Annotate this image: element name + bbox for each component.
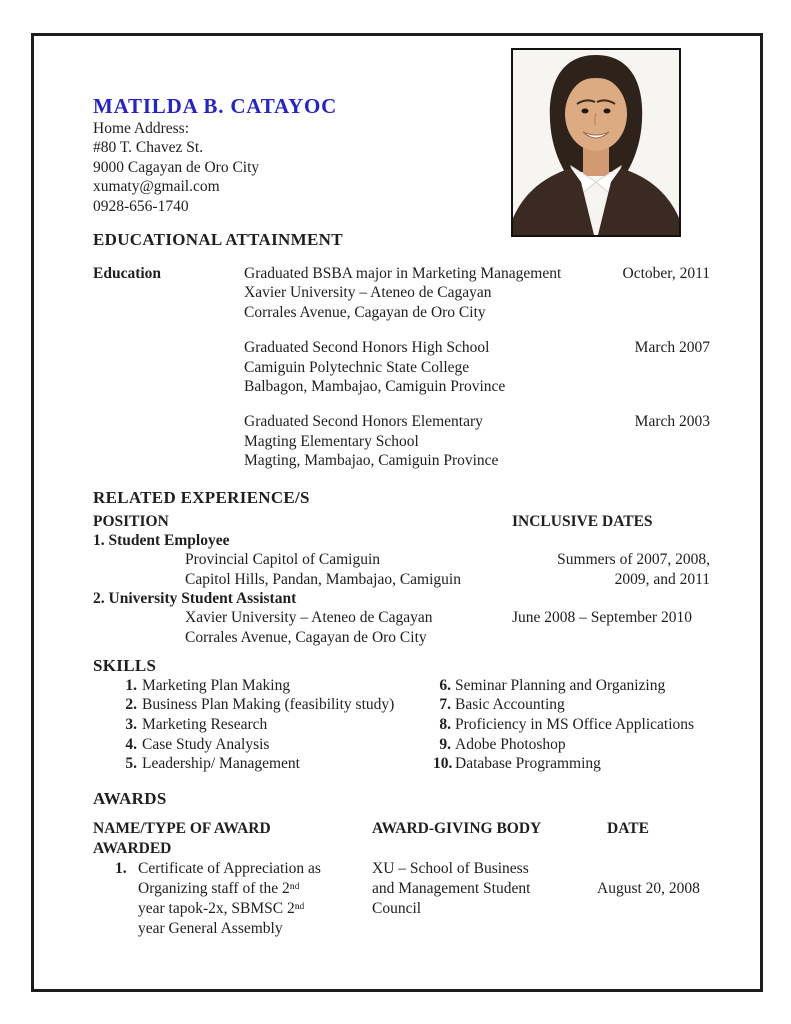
resume-page [31,33,763,992]
experience-row [93,628,710,647]
skill-item [433,676,710,696]
award-date: August 20, 2008 [597,879,700,897]
education-degree: Graduated Second Honors Elementary [244,413,483,431]
contact-line-home-address: Home Address: [93,120,190,137]
contact-line-city: 9000 Cagayan de Oro City [93,158,260,176]
skill-label: Adobe Photoshop [455,735,566,753]
experience-employer: Xavier University – Ateneo de Cagayan [185,609,433,627]
experience-title: 1. Student Employee [93,532,230,550]
education-section [93,264,710,471]
skill-number: 10. [433,755,453,773]
education-location: Balbagon, Mambajao, Camiguin Province [244,378,506,396]
experience-row [93,550,710,569]
skill-label: Seminar Planning and Organizing [455,676,666,694]
experience-location: Capitol Hills, Pandan, Mambajao, Camiguin [185,570,461,588]
contact-line-street: #80 T. Chavez St. [93,139,204,157]
skill-number: 3. [125,716,137,734]
inclusive-dates-column-header: INCLUSIVE DATES [512,512,653,530]
award-name: Certificate of Appreciation as Organizing staff of the 2ⁿᵈ year tapok-2x, SBMSC 2ⁿᵈ year General Assembly [138,859,321,937]
awards-column-headers [93,819,710,859]
resume-content [93,36,710,939]
skill-label: Basic Accounting [455,696,565,714]
skill-number: 8. [439,716,451,734]
experience-employer: Provincial Capitol of Camiguin [185,551,381,569]
education-location: Corrales Avenue, Cagayan de Oro City [244,303,486,321]
skill-label: Marketing Plan Making [142,676,291,694]
skill-label: Case Study Analysis [142,735,270,753]
skills-left-column [93,676,433,774]
education-row-label: Education [93,265,162,283]
skill-item [433,735,710,755]
education-date: March 2003 [634,413,710,431]
position-column-header: POSITION [93,512,169,530]
award-date-column-header: DATE [607,819,649,837]
education-entry [93,338,710,396]
experience-date: June 2008 – September 2010 [512,609,692,627]
section-heading-education: EDUCATIONAL ATTAINMENT [93,230,343,250]
contact-block [93,119,710,216]
skill-number: 5. [125,755,137,773]
skill-number: 2. [125,696,137,714]
skill-label: Database Programming [455,755,601,773]
experience-section [93,531,710,647]
education-school: Magting Elementary School [244,432,419,450]
section-heading-awards: AWARDS [93,788,167,808]
experience-row [93,570,710,589]
education-degree: Graduated Second Honors High School [244,339,490,357]
skill-item [117,715,433,735]
award-name-column-header: NAME/TYPE OF AWARD AWARDED [93,819,271,857]
skills-section [93,676,710,774]
education-location: Magting, Mambajao, Camiguin Province [244,452,499,470]
skill-item [117,676,433,696]
award-entry [93,859,710,939]
education-entry [93,264,710,322]
section-heading-experience: RELATED EXPERIENCE/S [93,487,310,507]
skill-item [117,754,433,774]
experience-date: 2009, and 2011 [614,570,710,588]
experience-column-headers [93,512,710,531]
award-giving-body: XU – School of Business and Management Student Council [372,859,531,917]
skill-item [433,695,710,715]
education-date: October, 2011 [622,265,710,283]
skill-label: Marketing Research [142,716,268,734]
skills-right-column [433,676,710,774]
skill-label: Leadership/ Management [142,755,300,773]
skill-item [117,735,433,755]
experience-row [93,608,710,627]
contact-line-phone: 0928-656-1740 [93,197,189,215]
contact-line-email: xumaty@gmail.com [93,178,220,196]
section-heading-skills: SKILLS [93,655,157,675]
person-name: MATILDA B. CATAYOC [93,94,338,118]
skill-item [433,754,710,774]
education-degree: Graduated BSBA major in Marketing Management [244,265,562,283]
education-school: Camiguin Polytechnic State College [244,358,470,376]
education-entry [93,412,710,470]
skill-item [117,695,433,715]
experience-title: 2. University Student Assistant [93,589,297,607]
experience-date: Summers of 2007, 2008, [557,551,710,569]
skill-number: 7. [439,696,451,714]
skill-item [433,715,710,735]
experience-date [512,628,710,647]
education-date: March 2007 [634,339,710,357]
education-school: Xavier University – Ateneo de Cagayan [244,284,492,302]
award-number: 1. [115,859,127,877]
skill-number: 1. [125,676,137,694]
skill-number: 6. [439,676,451,694]
skill-number: 9. [439,735,451,753]
skill-label: Business Plan Making (feasibility study) [142,696,395,714]
award-giving-body-column-header: AWARD-GIVING BODY [372,819,542,837]
skill-label: Proficiency in MS Office Applications [455,716,695,734]
experience-location: Corrales Avenue, Cagayan de Oro City [185,628,427,646]
skill-number: 4. [125,735,137,753]
